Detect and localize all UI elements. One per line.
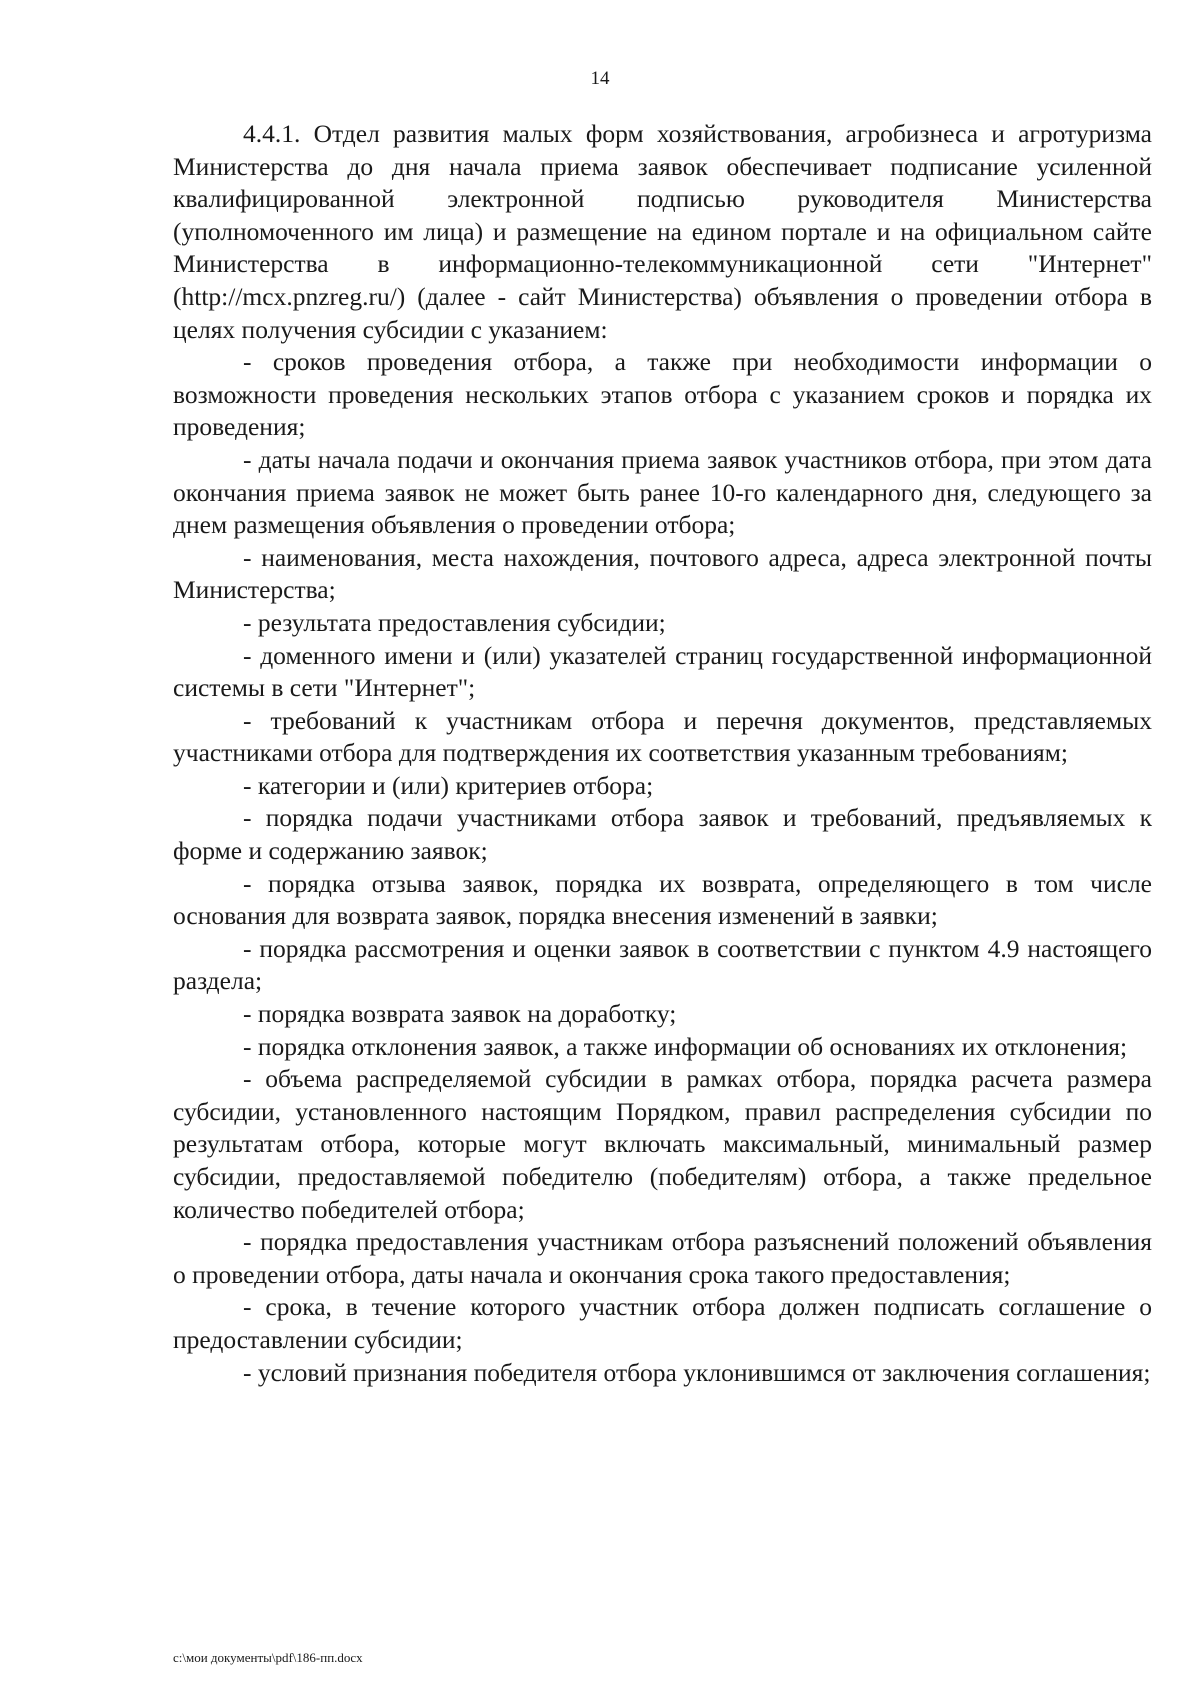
list-item: - порядка предоставления участникам отбора разъяснений положений объявления о проведении отбора, даты начала и окончания срока такого предоставления;	[173, 1227, 1152, 1289]
paragraph-4-4-1: 4.4.1. Отдел развития малых форм хозяйствования, агробизнеса и агротуризма Министерства до дня начала приема заявок обеспечивает подписание усиленной квалифицированной электронной подписью руководителя Министерства (уполномоченного им лица) и размещение на едином портале и на официальном сайте Министерства в информационно-телекоммуникационной сети "Интернет" (http://mcx.pnzreg.ru/) (далее - сайт Министерства) объявления о проведении отбора в целях получения субсидии с указанием:	[173, 119, 1152, 344]
list-item: - порядка отзыва заявок, порядка их возврата, определяющего в том числе основания для возврата заявок, порядка внесения изменений в заявки;	[173, 868, 1152, 931]
page-number: 14	[590, 68, 610, 89]
list-item: - порядка рассмотрения и оценки заявок в соответствии с пунктом 4.9 настоящего раздела;	[173, 933, 1152, 996]
list-item: - порядка отклонения заявок, а также информации об основаниях их отклонения;	[243, 1031, 1128, 1061]
list-item: - доменного имени и (или) указателей страниц государственной информационной системы в сети "Интернет";	[173, 640, 1152, 703]
document-body	[173, 118, 1152, 1389]
list-item: - даты начала подачи и окончания приема заявок участников отбора, при этом дата окончания приема заявок не может быть ранее 10-го календарного дня, следующего за днем размещения объявления о проведении отбора;	[173, 444, 1152, 540]
footer-file-path: c:\мои документы\pdf\186-пп.docx	[173, 1650, 363, 1665]
list-item: - порядка подачи участниками отбора заявок и требований, предъявляемых к форме и содержанию заявок;	[173, 803, 1152, 866]
list-item: - категории и (или) критериев отбора;	[243, 770, 654, 800]
list-item: - наименования, места нахождения, почтового адреса, адреса электронной почты Министерства;	[173, 542, 1152, 605]
list-item: - порядка возврата заявок на доработку;	[243, 999, 677, 1029]
list-item: - объема распределяемой субсидии в рамках отбора, порядка расчета размера субсидии, установленного настоящим Порядком, правил распределения субсидии по результатам отбора, которые могут включать максимальный, минимальный размер субсидии, предоставляемой победителю (победителям) отбора, а также предельное количество победителей отбора;	[173, 1064, 1152, 1224]
list-item: - результата предоставления субсидии;	[243, 607, 666, 637]
list-item: - требований к участникам отбора и перечня документов, представляемых участниками отбора для подтверждения их соответствия указанным требованиям;	[173, 705, 1152, 768]
list-item: - условий признания победителя отбора уклонившимся от заключения соглашения;	[243, 1357, 1151, 1387]
list-item: - срока, в течение которого участник отбора должен подписать соглашение о предоставлении субсидии;	[173, 1292, 1152, 1354]
list-item: - сроков проведения отбора, а также при необходимости информации о возможности проведения нескольких этапов отбора с указанием сроков и порядка их проведения;	[173, 347, 1152, 442]
